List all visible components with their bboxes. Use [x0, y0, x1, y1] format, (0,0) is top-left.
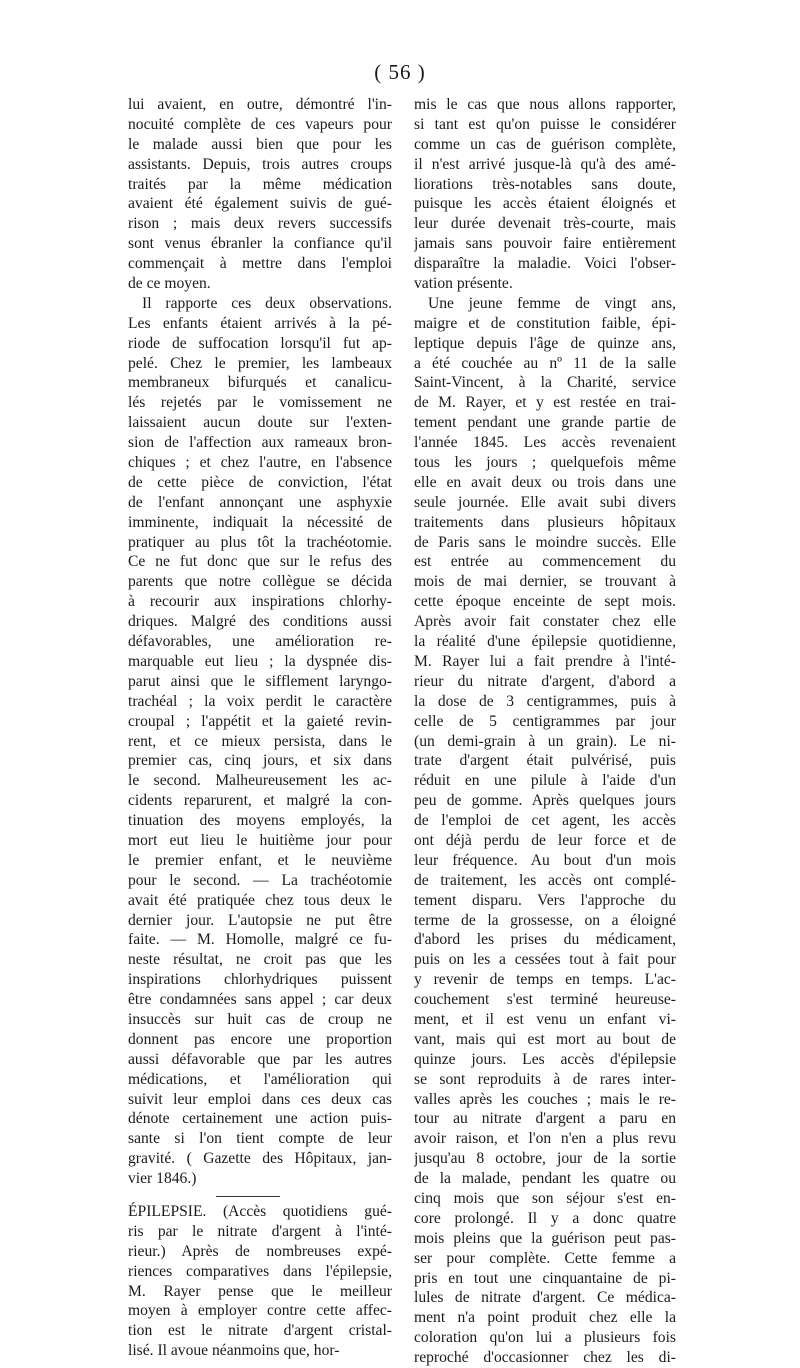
text-line: le premier enfant, et le neuvième: [128, 851, 392, 869]
text-line: reproché d'occasionner chez les di-: [414, 1349, 676, 1367]
text-line: pelé. Chez le premier, les lambeaux: [128, 354, 392, 372]
text-line: dénote certainement une action puis-: [128, 1110, 392, 1128]
text-line: pratiquer au plus tôt la trachéotomie.: [128, 533, 392, 551]
text-line: ser pour complète. Cette femme a: [414, 1249, 676, 1267]
text-line: d'abord les prises du médicament,: [414, 931, 676, 949]
text-line: avait été pratiquée chez tous deux le: [128, 891, 392, 909]
text-line: le second. Malheureusement les ac-: [128, 772, 392, 790]
text-line: driques. Malgré des conditions aussi: [128, 613, 392, 631]
right-column: [414, 95, 676, 1368]
text-line: M. Rayer pense que le meilleur: [128, 1282, 392, 1300]
text-line: nocuité complète de ces vapeurs pour: [128, 115, 392, 133]
text-line: il n'est arrivé jusque-là qu'à des amé-: [414, 155, 676, 173]
text-line: inspirations chlorhydriques puissent: [128, 971, 392, 989]
text-line: parents que notre collègue se décida: [128, 573, 392, 591]
text-line: ment n'a point produit chez elle la: [414, 1309, 676, 1327]
text-line: rieur.) Après de nombreuses expé-: [128, 1242, 392, 1260]
text-line: avaient été également suivis de gué-: [128, 195, 392, 213]
text-line: puisque les accès étaient éloignés et: [414, 195, 676, 213]
text-line: lui avaient, en outre, démontré l'in-: [128, 96, 392, 113]
text-line: neste résultat, ne croit pas que les: [128, 951, 392, 969]
text-line: elle en avait deux ou trois dans une: [414, 473, 676, 491]
text-line: de traitement, les accès ont complé-: [414, 871, 676, 889]
text-line: mort eut lieu le huitième jour pour: [128, 831, 392, 849]
text-line: leptique depuis l'âge de quinze ans,: [414, 334, 676, 352]
text-line: M. Rayer lui a fait prendre à l'inté-: [414, 652, 676, 670]
text-line: Saint-Vincent, à la Charité, service: [414, 374, 676, 392]
text-line: trachéal ; la voix perdit le caractère: [128, 692, 392, 710]
text-line: peu de gomme. Après quelques jours: [414, 792, 676, 810]
text-line: Une jeune femme de vingt ans,: [428, 294, 676, 312]
text-line: quinze jours. Les accès d'épilepsie: [414, 1050, 676, 1068]
text-line: coloration qu'on lui a plusieurs fois: [414, 1329, 676, 1347]
text-line: tous les jours ; quelquefois même: [414, 454, 676, 472]
text-line: tement disparu. Vers l'approche du: [414, 891, 676, 909]
text-line: rent, et ce mieux persista, dans le: [128, 732, 392, 750]
text-line: rieur du nitrate d'argent, d'abord a: [414, 672, 676, 690]
left-column: [128, 95, 392, 1361]
text-line: aussi défavorable que par les autres: [128, 1050, 392, 1068]
text-line: gravité. ( Gazette des Hôpitaux, jan-: [128, 1150, 392, 1168]
text-line: traitements dans plusieurs hôpitaux: [414, 513, 676, 531]
text-line: ris par le nitrate d'argent à l'inté-: [128, 1222, 392, 1240]
text-line: Ce ne fut donc que sur le refus des: [128, 553, 392, 571]
text-line: puis on les a cessées tout à fait pour: [414, 951, 676, 969]
text-line: tion est le nitrate d'argent cristal-: [128, 1322, 392, 1340]
text-line: vant, mais qui est mort au bout de: [414, 1030, 676, 1048]
text-line: la réalité d'une épilepsie quotidienne,: [414, 633, 676, 651]
text-line: vier 1846.): [128, 1170, 197, 1188]
text-line: ont déjà perdu de leur force et de: [414, 831, 676, 849]
text-line: la dose de 3 centigrammes, puis à: [414, 692, 676, 710]
text-line: défavorables, une amélioration re-: [128, 633, 392, 651]
text-line: a été couchée au nº 11 de la salle: [414, 354, 676, 372]
text-line: sion de l'affection aux rameaux bron-: [128, 434, 392, 452]
text-line: leur fréquence. Au bout d'un mois: [414, 851, 676, 869]
text-line: riences comparatives dans l'épilepsie,: [128, 1262, 392, 1280]
text-line: imminente, indiquait la nécessité de: [128, 513, 392, 531]
text-line: de M. Rayer, et y est restée en trai-: [414, 394, 676, 412]
text-line: rison ; mais deux revers successifs: [128, 215, 392, 233]
text-line: de Paris sans le moindre succès. Elle: [414, 533, 676, 551]
text-line: médications, et l'amélioration qui: [128, 1070, 392, 1088]
text-line: jamais sans pouvoir faire entièrement: [414, 235, 676, 253]
text-line: de cette pièce de conviction, l'état: [128, 473, 392, 491]
text-line: cidents reparurent, et malgré la con-: [128, 792, 392, 810]
text-line: est entrée au commencement du: [414, 553, 676, 571]
text-line: traités par la même médication: [128, 175, 392, 193]
text-line: insuccès sur huit cas de croup ne: [128, 1010, 392, 1028]
text-line: être condamnées sans appel ; car deux: [128, 991, 392, 1009]
page-number: ( 56 ): [374, 60, 426, 84]
text-line: Il rapporte ces deux observations.: [142, 294, 392, 312]
text-line: ÉPILEPSIE. (Accès quotidiens gué-: [128, 1202, 392, 1220]
text-line: de l'emploi de cet agent, les accès: [414, 812, 676, 830]
text-line: y revenir de temps en temps. L'ac-: [414, 971, 676, 989]
text-line: ment, et il est venu un enfant vi-: [414, 1010, 676, 1028]
text-line: l'année 1845. Les accès revenaient: [414, 434, 676, 452]
text-line: riode de suffocation lorsqu'il fut ap-: [128, 334, 392, 352]
section-divider: [216, 1196, 280, 1197]
text-line: premier cas, cinq jours, et six dans: [128, 752, 392, 770]
text-line: à recourir aux inspirations chlorhy-: [128, 593, 392, 611]
croup-article-text: [128, 95, 392, 1189]
text-line: parut ainsi que le sifflement laryngo-: [128, 672, 392, 690]
text-line: si tant est qu'on puisse le considérer: [414, 115, 676, 133]
text-line: marquable eut lieu ; la dyspnée dis-: [128, 652, 392, 670]
text-line: seule journée. Elle avait subi divers: [414, 493, 676, 511]
text-line: cette époque enceinte de sept mois.: [414, 593, 676, 611]
text-line: leur durée devenait très-courte, mais: [414, 215, 676, 233]
text-line: lisé. Il avoue néanmoins que, hor-: [128, 1342, 340, 1360]
text-line: mois pleins que la guérison peut pas-: [414, 1229, 676, 1247]
text-line: moyen à employer contre cette affec-: [128, 1302, 392, 1320]
text-line: mis le cas que nous allons rapporter,: [414, 96, 676, 113]
text-line: sante si l'on tient compte de leur: [128, 1130, 392, 1148]
text-line: réduit en une pilule à l'aide d'un: [414, 772, 676, 790]
text-line: cinq mois que son séjour s'est en-: [414, 1189, 676, 1207]
text-line: commençait à mettre dans l'emploi: [128, 255, 392, 273]
text-line: core prolongé. Il y a donc quatre: [414, 1209, 676, 1227]
text-line: de la malade, pendant les quatre ou: [414, 1170, 676, 1188]
text-line: laissaient aucun doute sur l'exten-: [128, 414, 392, 432]
text-line: faite. — M. Homolle, malgré ce fu-: [128, 931, 392, 949]
text-line: de l'enfant annonçant une asphyxie: [128, 493, 392, 511]
text-line: couchement s'est terminé heureuse-: [414, 991, 676, 1009]
text-line: de ce moyen.: [128, 275, 211, 293]
text-line: trate d'argent était pulvérisé, puis: [414, 752, 676, 770]
text-line: croupal ; l'appétit et la gaieté revin-: [128, 712, 392, 730]
text-line: vation présente.: [414, 275, 513, 293]
text-line: lules de nitrate d'argent. Ce médica-: [414, 1289, 676, 1307]
text-line: donnent pas encore une proportion: [128, 1030, 392, 1048]
text-line: le malade aussi bien que pour les: [128, 135, 392, 153]
text-line: disparaître la maladie. Voici l'obser-: [414, 255, 676, 273]
text-line: Les enfants étaient arrivés à la pé-: [128, 314, 392, 332]
text-line: mois de mai dernier, se trouvant à: [414, 573, 676, 591]
text-line: tinuation des moyens employés, la: [128, 812, 392, 830]
text-line: Après avoir fait constater chez elle: [414, 613, 676, 631]
text-line: assistants. Depuis, trois autres croups: [128, 155, 392, 173]
text-line: celle de 5 centigrammes par jour: [414, 712, 676, 730]
text-line: pris en tout une cinquantaine de pi-: [414, 1269, 676, 1287]
text-line: se sont reproduits à de rares inter-: [414, 1070, 676, 1088]
text-line: pour le second. — La trachéotomie: [128, 871, 392, 889]
text-line: tement pendant une grande partie de: [414, 414, 676, 432]
text-line: suivit leur emploi dans ces deux cas: [128, 1090, 392, 1108]
text-line: sont venus ébranler la confiance qu'il: [128, 235, 392, 253]
text-line: avoir raison, et l'on n'en a plus revu: [414, 1130, 676, 1148]
text-line: comme un cas de guérison complète,: [414, 135, 676, 153]
text-line: maigre et de constitution faible, épi-: [414, 314, 676, 332]
text-line: valles après les couches ; mais le re-: [414, 1090, 676, 1108]
text-line: terme de la grossesse, on a éloigné: [414, 911, 676, 929]
text-line: dernier jour. L'autopsie ne put être: [128, 911, 392, 929]
text-line: (un demi-grain à un grain). Le ni-: [414, 732, 676, 750]
text-line: jusqu'au 8 octobre, jour de la sortie: [414, 1150, 676, 1168]
text-line: liorations très-notables sans doute,: [414, 175, 676, 193]
epilepsie-article-continued: [414, 95, 676, 1368]
text-line: membraneux bifurqués et canalicu-: [128, 374, 392, 392]
epilepsie-article-text: [128, 1202, 392, 1361]
text-line: chiques ; et chez l'autre, en l'absence: [128, 454, 392, 472]
text-line: tour au nitrate d'argent a paru en: [414, 1110, 676, 1128]
text-line: lés rejetés par le vomissement ne: [128, 394, 392, 412]
